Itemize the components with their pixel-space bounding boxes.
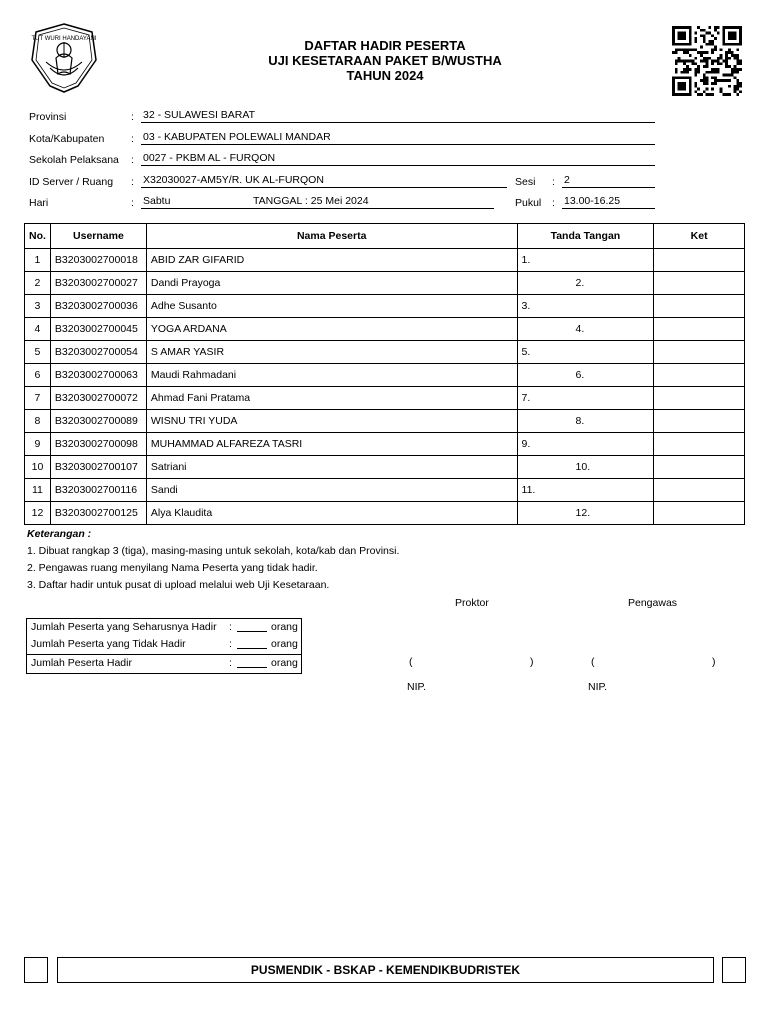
- row-ket: [654, 318, 745, 341]
- row-username: B3203002700125: [50, 502, 146, 525]
- row-username: B3203002700098: [50, 433, 146, 456]
- row-nama: Maudi Rahmadani: [146, 364, 517, 387]
- row-nama: YOGA ARDANA: [146, 318, 517, 341]
- row-username: B3203002700063: [50, 364, 146, 387]
- svg-text:TUT WURI HANDAYANI: TUT WURI HANDAYANI: [31, 36, 97, 42]
- footer-right-box: [722, 957, 746, 983]
- row-ket: [654, 410, 745, 433]
- row-ket: [654, 433, 745, 456]
- pengawas-nip: NIP.: [588, 681, 608, 693]
- row-nama: MUHAMMAD ALFAREZA TASRI: [146, 433, 517, 456]
- summary-blank: [237, 631, 267, 632]
- server-value: X32030027-AM5Y/R. UK AL-FURQON: [141, 174, 507, 188]
- row-signature: 5.: [517, 341, 654, 364]
- summary-box: [26, 618, 302, 674]
- row-signature: 8.: [517, 410, 654, 433]
- row-username: B3203002700116: [50, 479, 146, 502]
- row-ket: [654, 364, 745, 387]
- row-signature: 12.: [517, 502, 654, 525]
- summary-label: Jumlah Peserta yang Tidak Hadir: [31, 638, 186, 650]
- table-row: [25, 479, 745, 502]
- row-signature: 10.: [517, 456, 654, 479]
- row-username: B3203002700018: [50, 249, 146, 272]
- row-username: B3203002700045: [50, 318, 146, 341]
- page-title-line2: UJI KESETARAAN PAKET B/WUSTHA: [268, 53, 502, 68]
- sesi-value: 2: [562, 174, 655, 188]
- row-signature: 7.: [517, 387, 654, 410]
- table-row: [25, 341, 745, 364]
- pengawas-open-paren: (: [591, 656, 595, 668]
- table-row: [25, 433, 745, 456]
- row-ket: [654, 479, 745, 502]
- row-no: 8: [25, 410, 51, 433]
- summary-label: Jumlah Peserta Hadir: [31, 657, 132, 669]
- note-item: 3. Daftar hadir untuk pusat di upload melalui web Uji Kesetaraan.: [27, 579, 330, 591]
- row-no: 7: [25, 387, 51, 410]
- row-no: 2: [25, 272, 51, 295]
- page-title-line1: DAFTAR HADIR PESERTA: [304, 38, 466, 53]
- summary-blank: [237, 648, 267, 649]
- table-header-row: [25, 224, 745, 249]
- summary-row: [31, 636, 299, 653]
- colon: :: [131, 133, 134, 145]
- colon: :: [131, 111, 134, 123]
- header-no: No.: [25, 224, 51, 249]
- row-ket: [654, 387, 745, 410]
- colon: :: [229, 638, 232, 650]
- pukul-label: Pukul: [515, 197, 542, 209]
- sekolah-label: Sekolah Pelaksana: [29, 154, 119, 166]
- row-nama: Ahmad Fani Pratama: [146, 387, 517, 410]
- table-row: [25, 410, 745, 433]
- attendance-table: [24, 223, 745, 525]
- row-signature: 11.: [517, 479, 654, 502]
- row-signature: 3.: [517, 295, 654, 318]
- row-no: 9: [25, 433, 51, 456]
- tut-wuri-handayani-logo: [26, 20, 102, 96]
- row-username: B3203002700027: [50, 272, 146, 295]
- table-row: [25, 249, 745, 272]
- header-tanda-tangan: Tanda Tangan: [517, 224, 654, 249]
- server-label: ID Server / Ruang: [29, 176, 114, 188]
- row-username: B3203002700107: [50, 456, 146, 479]
- table-row: [25, 387, 745, 410]
- row-username: B3203002700089: [50, 410, 146, 433]
- row-nama: ABID ZAR GIFARID: [146, 249, 517, 272]
- proktor-label: Proktor: [455, 597, 489, 609]
- row-no: 12: [25, 502, 51, 525]
- row-nama: Dandi Prayoga: [146, 272, 517, 295]
- summary-row: [31, 619, 299, 636]
- header-nama: Nama Peserta: [146, 224, 517, 249]
- row-ket: [654, 341, 745, 364]
- table-row: [25, 364, 745, 387]
- proktor-open-paren: (: [409, 656, 413, 668]
- notes-title: Keterangan :: [27, 528, 92, 540]
- row-no: 1: [25, 249, 51, 272]
- proktor-close-paren: ): [530, 656, 534, 668]
- note-item: 2. Pengawas ruang menyilang Nama Peserta yang tidak hadir.: [27, 562, 318, 574]
- provinsi-value: 32 - SULAWESI BARAT: [141, 109, 655, 123]
- provinsi-label: Provinsi: [29, 111, 67, 123]
- summary-unit: orang: [271, 657, 298, 669]
- row-username: B3203002700036: [50, 295, 146, 318]
- summary-blank: [237, 667, 267, 668]
- row-nama: Sandi: [146, 479, 517, 502]
- row-nama: Alya Klaudita: [146, 502, 517, 525]
- hari-value: Sabtu: [141, 195, 251, 209]
- colon: :: [229, 657, 232, 669]
- table-row: [25, 502, 745, 525]
- row-signature: 9.: [517, 433, 654, 456]
- colon: :: [229, 621, 232, 633]
- row-nama: Satriani: [146, 456, 517, 479]
- row-no: 11: [25, 479, 51, 502]
- table-row: [25, 272, 745, 295]
- proktor-nip: NIP.: [407, 681, 427, 693]
- row-nama: Adhe Susanto: [146, 295, 517, 318]
- row-no: 4: [25, 318, 51, 341]
- summary-label: Jumlah Peserta yang Seharusnya Hadir: [31, 621, 217, 633]
- row-signature: 1.: [517, 249, 654, 272]
- row-no: 6: [25, 364, 51, 387]
- pengawas-label: Pengawas: [628, 597, 678, 609]
- row-nama: WISNU TRI YUDA: [146, 410, 517, 433]
- header-ket: Ket: [654, 224, 745, 249]
- sekolah-value: 0027 - PKBM AL - FURQON: [141, 152, 655, 166]
- header-username: Username: [50, 224, 146, 249]
- row-ket: [654, 295, 745, 318]
- table-row: [25, 295, 745, 318]
- row-ket: [654, 249, 745, 272]
- footer-left-box: [24, 957, 48, 983]
- kota-label: Kota/Kabupaten: [29, 133, 105, 145]
- footer-banner: PUSMENDIK - BSKAP - KEMENDIKBUDRISTEK: [57, 957, 714, 983]
- summary-unit: orang: [271, 621, 298, 633]
- colon: :: [131, 197, 134, 209]
- summary-unit: orang: [271, 638, 298, 650]
- row-signature: 6.: [517, 364, 654, 387]
- qr-code: [672, 26, 742, 96]
- row-no: 5: [25, 341, 51, 364]
- row-ket: [654, 456, 745, 479]
- row-nama: S AMAR YASIR: [146, 341, 517, 364]
- pengawas-close-paren: ): [712, 656, 716, 668]
- colon: :: [131, 176, 134, 188]
- hari-label: Hari: [29, 197, 49, 209]
- kota-value: 03 - KABUPATEN POLEWALI MANDAR: [141, 131, 655, 145]
- colon: :: [552, 176, 555, 188]
- sesi-label: Sesi: [515, 176, 536, 188]
- row-username: B3203002700054: [50, 341, 146, 364]
- row-no: 3: [25, 295, 51, 318]
- page-title-line3: TAHUN 2024: [346, 68, 424, 83]
- table-row: [25, 318, 745, 341]
- row-ket: [654, 502, 745, 525]
- row-ket: [654, 272, 745, 295]
- tanggal-value: TANGGAL : 25 Mei 2024: [251, 195, 494, 209]
- colon: :: [131, 154, 134, 166]
- pukul-value: 13.00-16.25: [562, 195, 655, 209]
- row-signature: 2.: [517, 272, 654, 295]
- colon: :: [552, 197, 555, 209]
- note-item: 1. Dibuat rangkap 3 (tiga), masing-masing untuk sekolah, kota/kab dan Provinsi.: [27, 545, 400, 557]
- row-no: 10: [25, 456, 51, 479]
- row-username: B3203002700072: [50, 387, 146, 410]
- row-signature: 4.: [517, 318, 654, 341]
- table-row: [25, 456, 745, 479]
- summary-row: [31, 655, 299, 672]
